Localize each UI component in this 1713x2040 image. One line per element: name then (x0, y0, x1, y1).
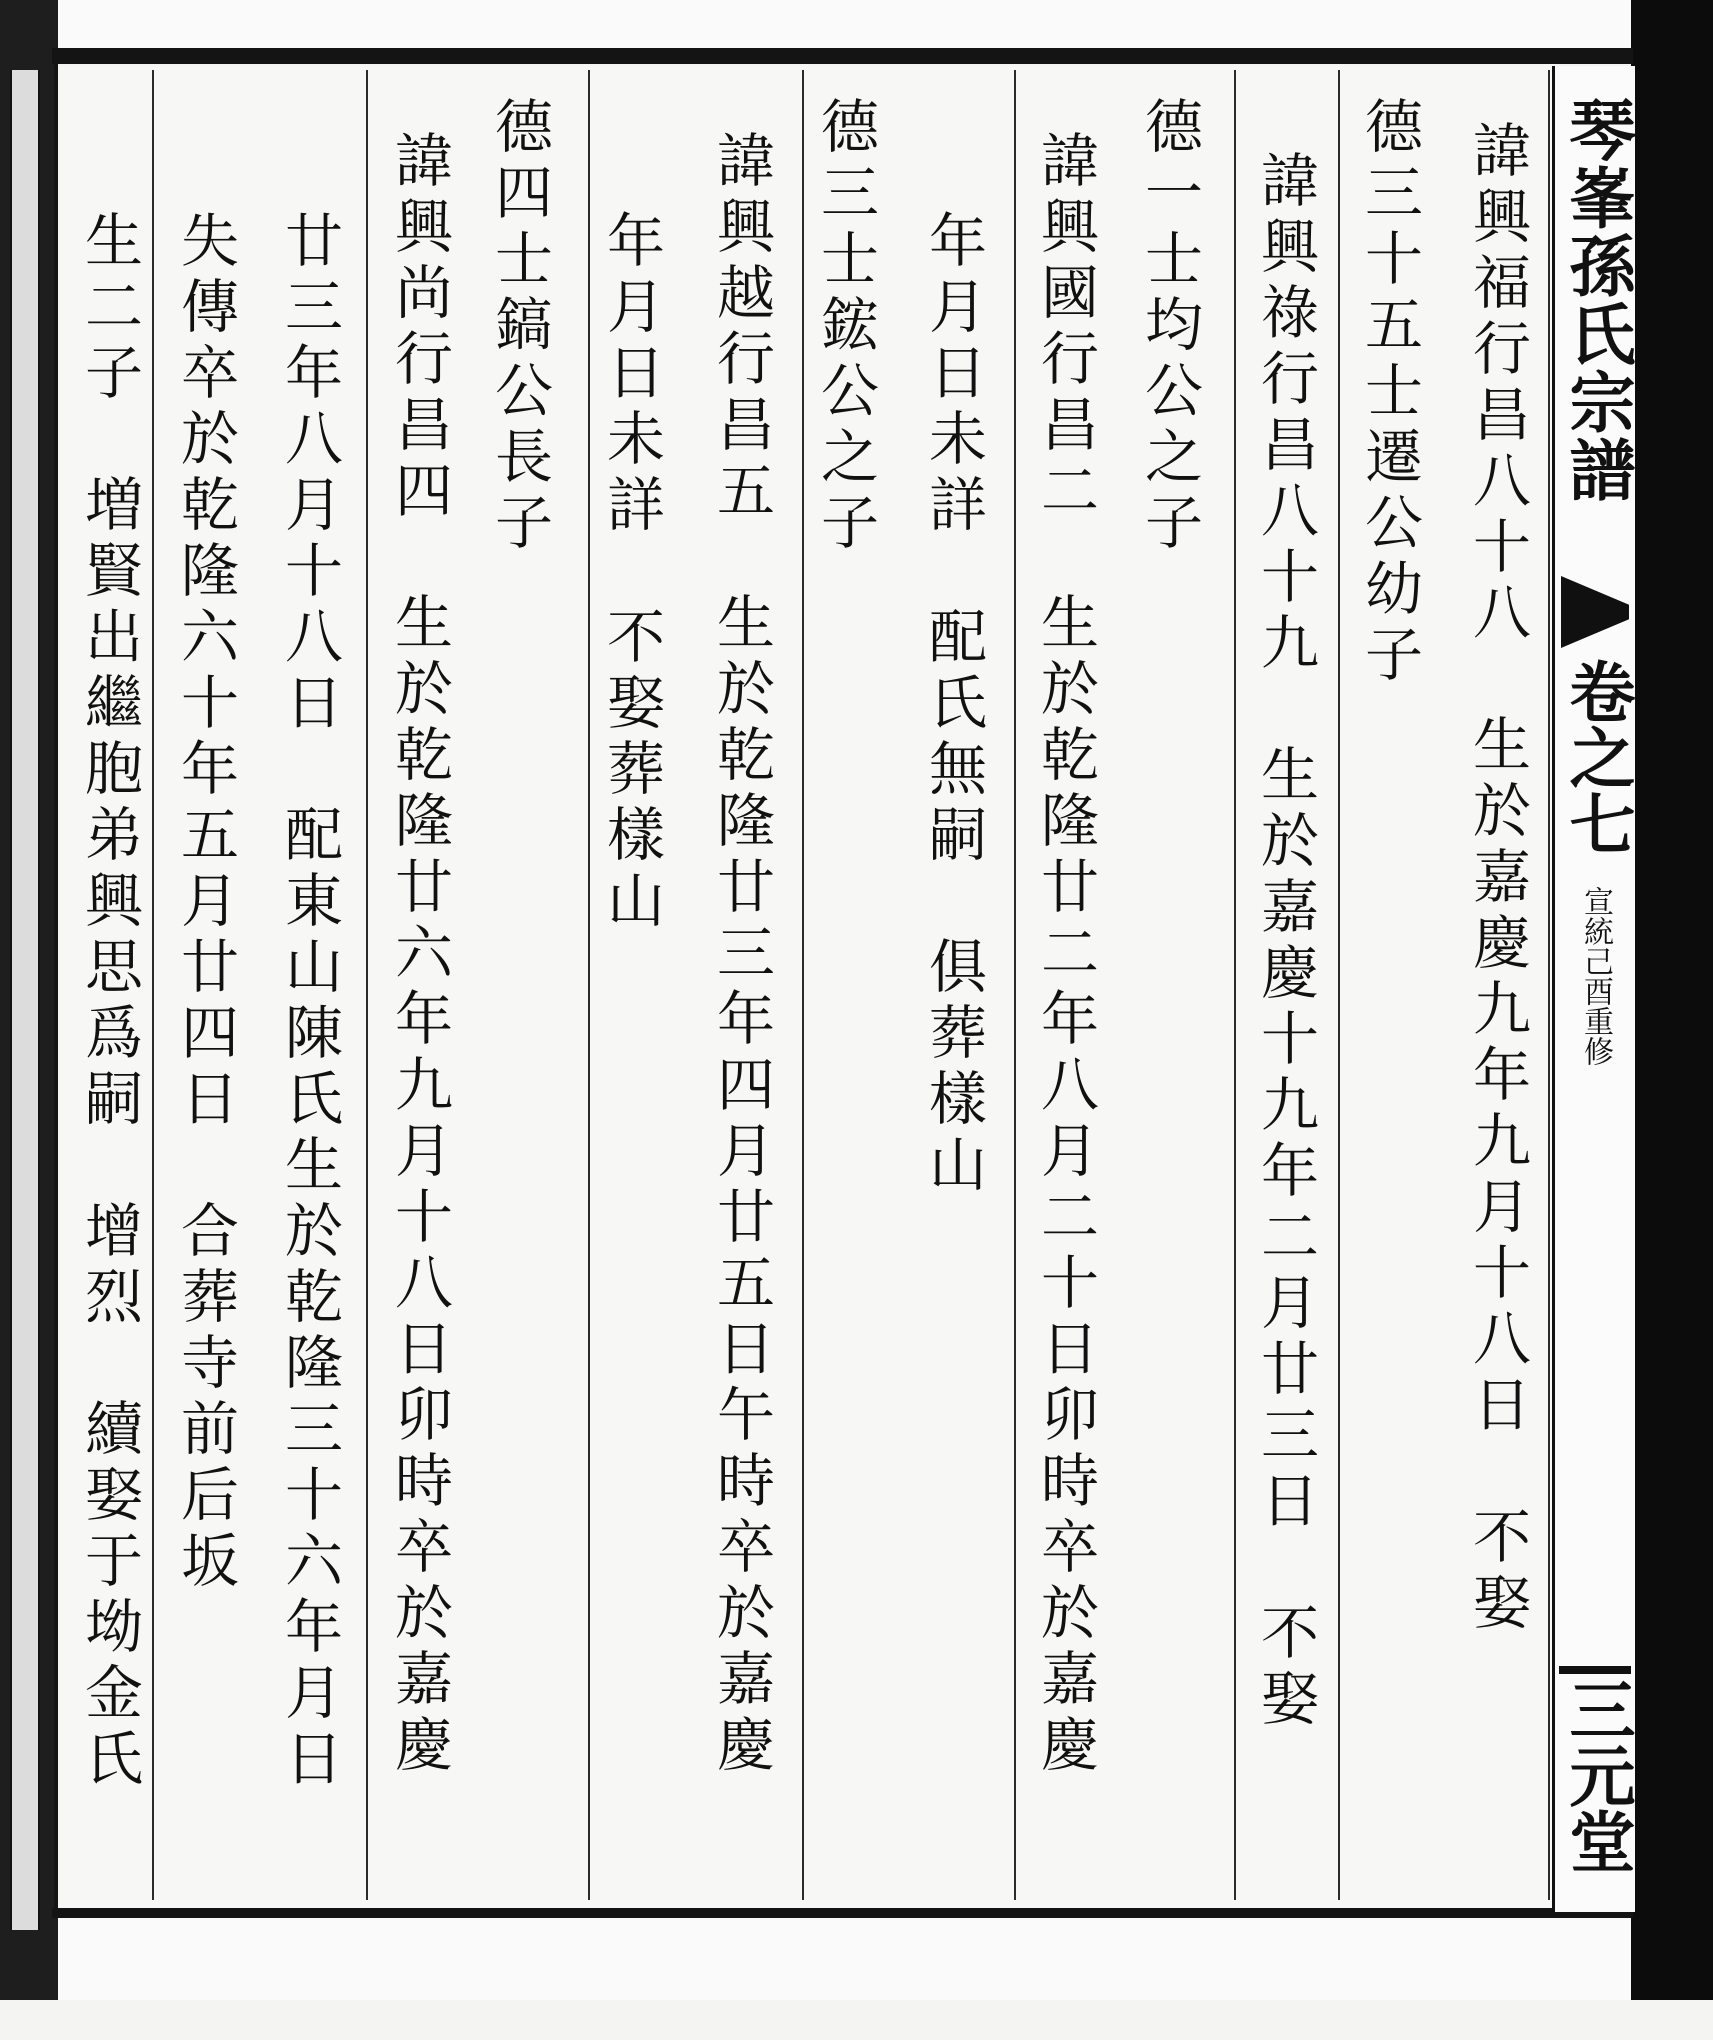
hall-name: 三元堂 (1558, 1676, 1636, 1874)
hall-rule (1559, 1666, 1631, 1674)
entry-life: 配東山陳氏生於乾隆三十六年月日 (275, 804, 343, 1794)
edition-note: 宣統己酉重修 (1578, 886, 1613, 1066)
page-banner (1552, 66, 1635, 1912)
volume-label: 卷之七 (1558, 658, 1636, 856)
entry-prefix: 諱 (707, 130, 775, 196)
entry-column (596, 210, 666, 2040)
entry-name: 興福行昌八十八 (1463, 186, 1531, 648)
adjacent-page-edge (0, 0, 58, 2000)
entry-name: 四士鎬公長子 (485, 162, 553, 558)
entry-life: 生於嘉慶十九年二月廿三日 (1251, 744, 1319, 1536)
entry-note: 不娶 (1463, 1506, 1531, 1638)
entry-name: 廿三年八月十八日 (275, 210, 343, 738)
column-rule (588, 70, 590, 1900)
entry-prefix: 德 (1135, 96, 1203, 162)
entry-life: 配氏無嗣 (919, 606, 987, 870)
entry-column (1462, 120, 1532, 1950)
entry-column (274, 210, 344, 2040)
entry-life: 生於嘉慶九年九月十八日 (1463, 714, 1531, 1440)
entry-life: 合葬寺前后坂 (171, 1200, 239, 1596)
entry-prefix: 諱 (1251, 150, 1319, 216)
entry-name: 失傳卒於乾隆六十年五月廿四日 (171, 210, 239, 1134)
entry-name: 興國行昌二 (1031, 196, 1099, 526)
entry-life: 生於乾隆廿二年八月二十日卯時卒於嘉慶 (1031, 592, 1099, 1780)
entry-column (170, 210, 240, 2040)
right-page-edge (1631, 0, 1713, 2000)
entry-prefix: 諱 (1463, 120, 1531, 186)
entry-note: 俱葬樣山 (919, 936, 987, 1200)
entry-name: 興祿行昌八十九 (1251, 216, 1319, 678)
lineage-column (484, 96, 554, 1926)
entry-name: 三十五士遷公幼子 (1355, 162, 1423, 690)
entry-note: 不娶 (1251, 1602, 1319, 1734)
column-rule (1338, 70, 1340, 1900)
entry-column (74, 210, 144, 2040)
entry-column (706, 130, 776, 1960)
entry-life: 生於乾隆廿六年九月十八日卯時卒於嘉慶 (385, 592, 453, 1780)
adjacent-page-strip (10, 70, 40, 1930)
entry-column (1250, 150, 1320, 1980)
genealogy-title: 琴峯孫氏宗譜 (1558, 96, 1636, 504)
column-rule (1548, 70, 1550, 1900)
entry-column (918, 210, 988, 2040)
lineage-column (1134, 96, 1204, 1926)
entry-column (384, 130, 454, 1960)
entry-note: 增烈 續娶于坳金氏 (75, 1200, 143, 1794)
entry-prefix: 德 (1355, 96, 1423, 162)
top-margin (58, 0, 1631, 48)
column-rule (1014, 70, 1016, 1900)
entry-prefix: 諱 (385, 130, 453, 196)
column-rule (802, 70, 804, 1900)
entry-name: 興尚行昌四 (385, 196, 453, 526)
entry-name: 興越行昌五 (707, 196, 775, 526)
entry-life: 増賢出繼胞弟興思爲嗣 (75, 474, 143, 1134)
top-border-rule (52, 48, 1633, 64)
column-rule (1234, 70, 1236, 1900)
column-rule (152, 70, 154, 1900)
entry-prefix: 諱 (1031, 130, 1099, 196)
entry-life: 生於乾隆廿三年四月廿五日午時卒於嘉慶 (707, 592, 775, 1780)
entry-prefix: 德 (811, 96, 879, 162)
entry-name: 年月日未詳 (919, 210, 987, 540)
entry-name: 生二子 (75, 210, 143, 408)
left-border-rule (54, 60, 58, 1914)
lineage-column (1354, 96, 1424, 1926)
entry-name: 三士鋐公之子 (811, 162, 879, 558)
entry-column (1030, 130, 1100, 1960)
lineage-column (810, 96, 880, 1926)
entry-prefix: 德 (485, 96, 553, 162)
entry-life: 不娶葬樣山 (597, 606, 665, 936)
column-rule (366, 70, 368, 1900)
entry-name: 年月日未詳 (597, 210, 665, 540)
fish-tail-mark (1561, 576, 1629, 648)
entry-name: 一士均公之子 (1135, 162, 1203, 558)
